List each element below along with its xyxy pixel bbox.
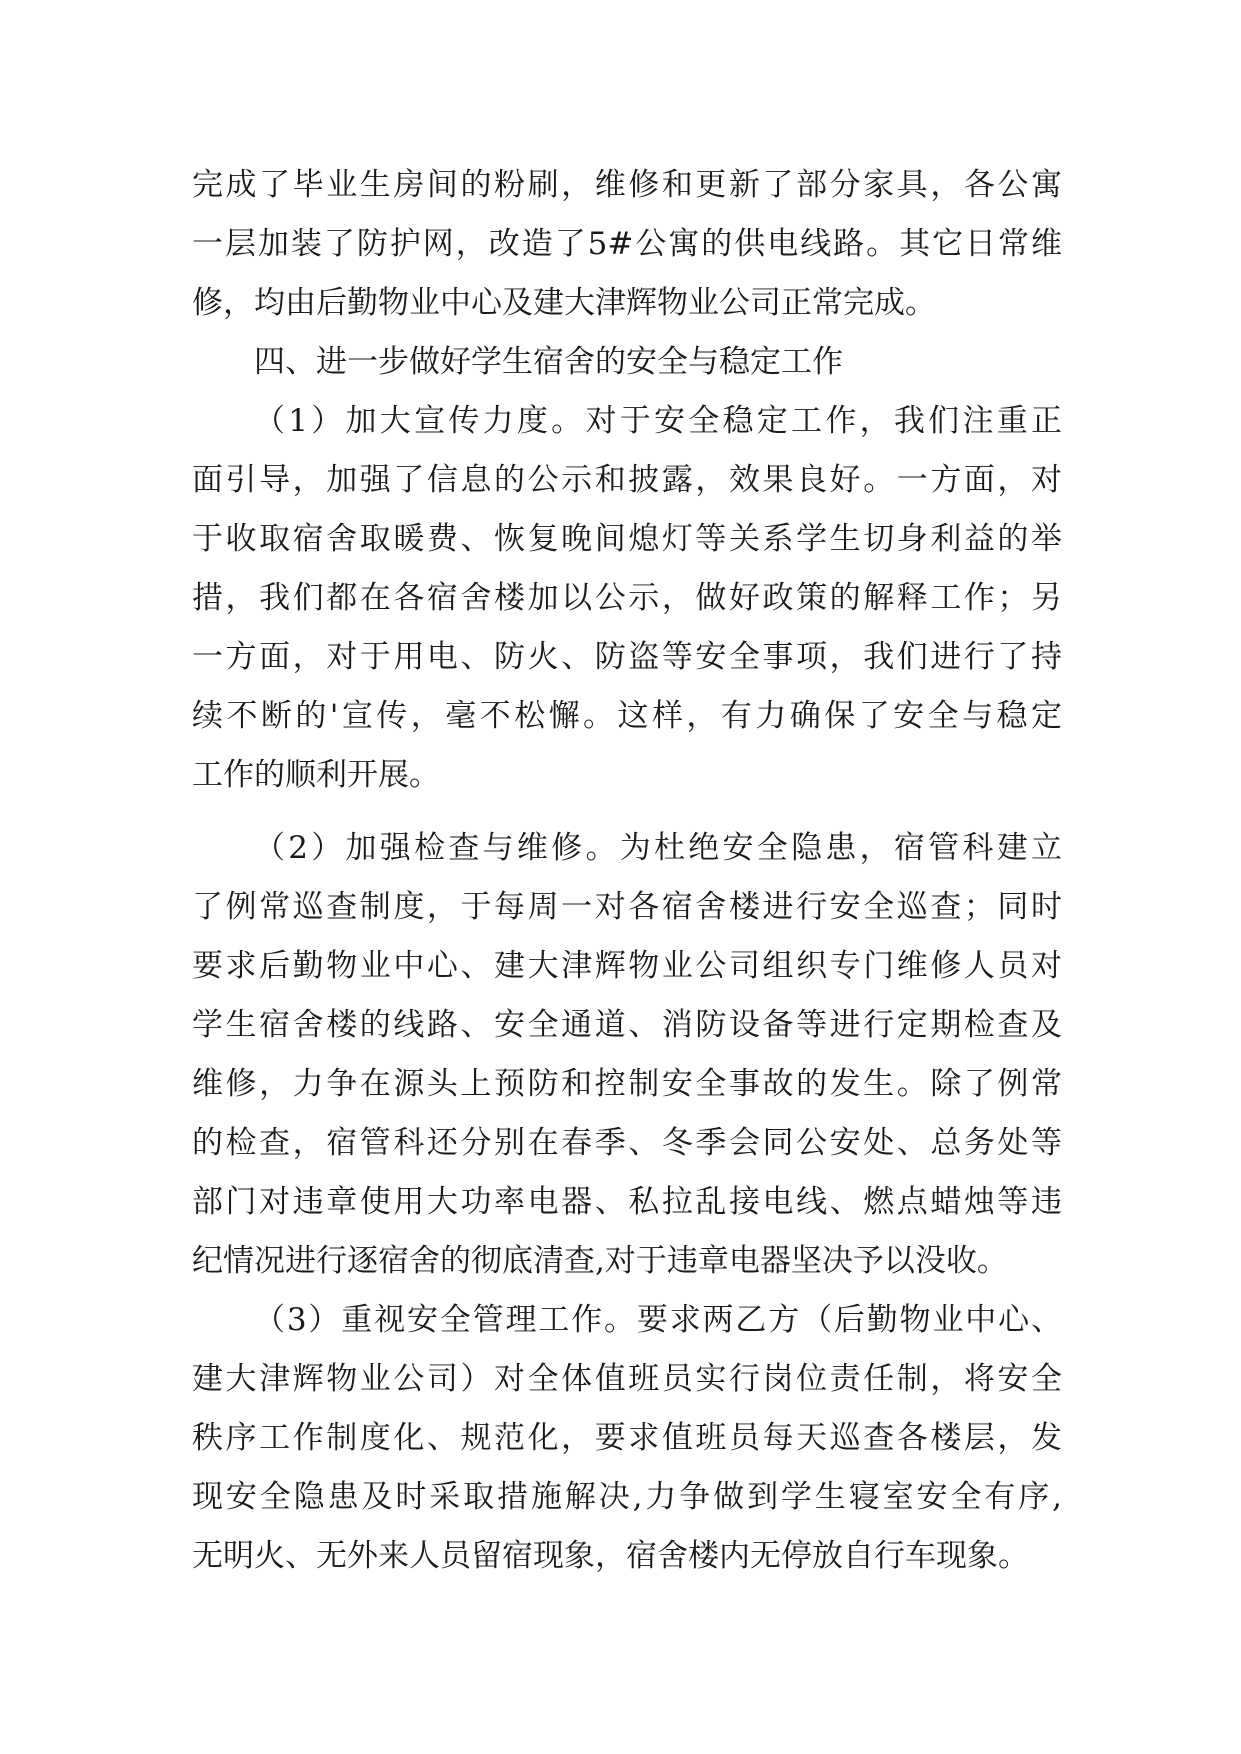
paragraph xyxy=(192,392,1062,805)
text-line: 学生宿舍楼的线路、安全通道、消防设备等进行定期检查及 xyxy=(192,1007,1062,1043)
document-body xyxy=(192,156,1062,1586)
text-line: 工作的顺利开展。 xyxy=(192,757,440,793)
text-line: 一层加装了防护网，改造了5#公寓的供电线路。其它日常维 xyxy=(192,226,1062,262)
text-line: （3）重视安全管理工作。要求两乙方（后勤物业中心、 xyxy=(254,1302,1062,1338)
text-line: 完成了毕业生房间的粉刷，维修和更新了部分家具，各公寓 xyxy=(192,167,1062,203)
text-line: （2）加强检查与维修。为杜绝安全隐患，宿管科建立 xyxy=(254,830,1062,866)
text-line: 无明火、无外来人员留宿现象，宿舍楼内无停放自行车现象。 xyxy=(192,1538,1029,1574)
text-line: 一方面，对于用电、防火、防盗等安全事项，我们进行了持 xyxy=(192,639,1062,675)
text-line: （1）加大宣传力度。对于安全稳定工作，我们注重正 xyxy=(254,403,1062,439)
text-line: 面引导，加强了信息的公示和披露，效果良好。一方面，对 xyxy=(192,462,1062,498)
text-line: 秩序工作制度化、规范化，要求值班员每天巡查各楼层，发 xyxy=(192,1420,1062,1456)
paragraph xyxy=(192,819,1062,1291)
text-line: 于收取宿舍取暖费、恢复晚间熄灯等关系学生切身利益的举 xyxy=(192,521,1062,557)
section-heading xyxy=(192,333,1062,392)
text-line: 部门对违章使用大功率电器、私拉乱接电线、燃点蜡烛等违 xyxy=(192,1184,1062,1220)
text-line: 修，均由后勤物业中心及建大津辉物业公司正常完成。 xyxy=(192,285,936,321)
text-line: 了例常巡查制度，于每周一对各宿舍楼进行安全巡查；同时 xyxy=(192,889,1062,925)
text-line: 措，我们都在各宿舍楼加以公示，做好政策的解释工作；另 xyxy=(192,580,1062,616)
text-line: 现安全隐患及时采取措施解决,力争做到学生寝室安全有序, xyxy=(192,1479,1062,1515)
paragraph-gap xyxy=(192,805,1062,819)
paragraph xyxy=(192,1291,1062,1586)
heading-text: 四、进一步做好学生宿舍的安全与稳定工作 xyxy=(254,344,843,380)
text-line: 要求后勤物业中心、建大津辉物业公司组织专门维修人员对 xyxy=(192,948,1062,984)
text-line: 维修，力争在源头上预防和控制安全事故的发生。除了例常 xyxy=(192,1066,1062,1102)
text-line: 建大津辉物业公司）对全体值班员实行岗位责任制，将安全 xyxy=(192,1361,1062,1397)
text-line: 续不断的'宣传，毫不松懈。这样，有力确保了安全与稳定 xyxy=(192,698,1062,734)
text-line: 的检查，宿管科还分别在春季、冬季会同公安处、总务处等 xyxy=(192,1125,1062,1161)
paragraph xyxy=(192,156,1062,333)
text-line: 纪情况进行逐宿舍的彻底清查,对于违章电器坚决予以没收。 xyxy=(192,1243,1008,1279)
